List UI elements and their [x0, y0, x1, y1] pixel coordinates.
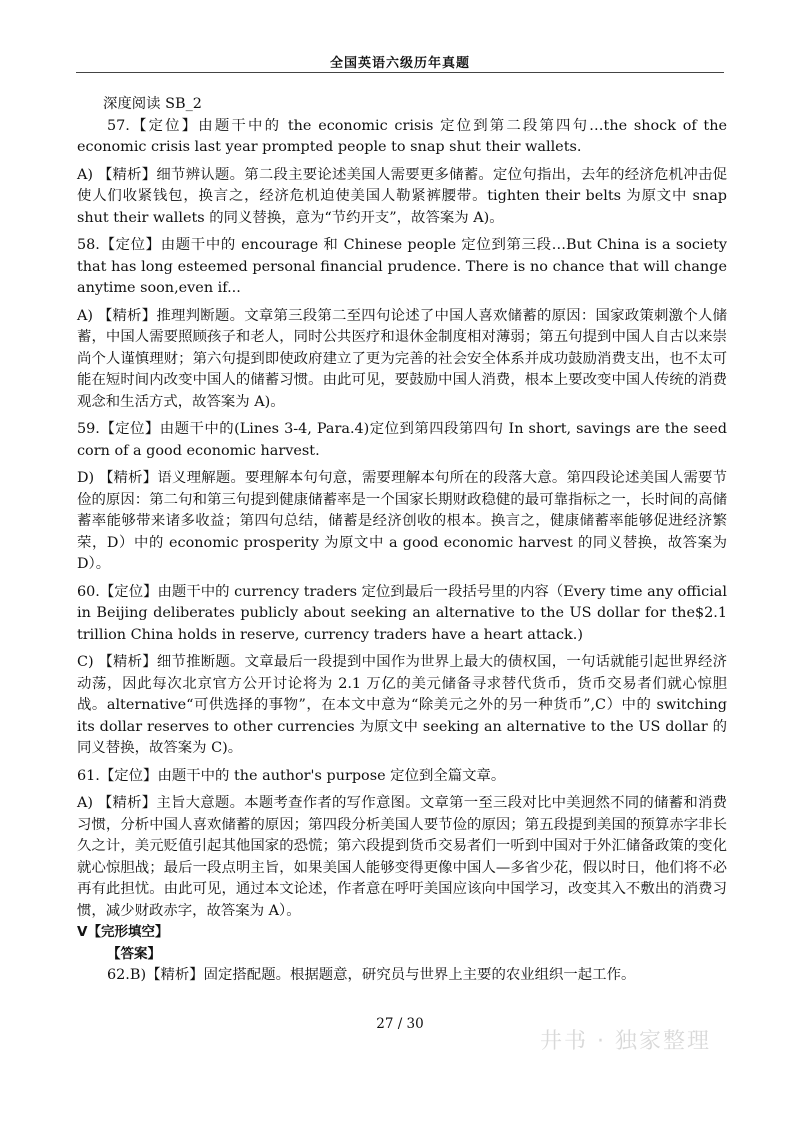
document-body [77, 94, 727, 987]
page-number: 27 / 30 [376, 1016, 424, 1032]
page-header-title: 全国英语六级历年真题 [329, 56, 470, 71]
q62-analysis: 62.B)【精析】固定搭配题。根据题意，研究员与世界上主要的农业组织一起工作。 [107, 967, 636, 983]
answer-heading: 【答案】 [107, 945, 161, 962]
section-heading-cloze: Ⅴ【完形填空】 [77, 924, 169, 940]
q57-analysis: A) 【精析】细节辨认题。第二段主要论述美国人需要更多储蓄。定位句指出，去年的经济危机冲击促使人们收紧钱包，换言之，经济危机迫使美国人勒紧裤腰带。tighten their belts 为原文中 snap shut their wallets 的同义替换，意为“节约开支”，故答案为 A)。 [77, 166, 727, 226]
q60-analysis: C) 【精析】细节推断题。文章最后一段提到中国作为世界上最大的债权国，一句话就能引起世界经济动荡，因此每次北京官方公开讨论将为 2.1 万亿的美元储备寻求替代货币，货币交易者们就心惊胆战。alternative“可供选择的事物”，在本文中意为“除美元之外的另一种货币”,C）中的 switching its dollar reserves to other currencies 为原文中 seeking an alternative to the US dollar 的同义替换，故答案为 C)。 [77, 654, 727, 756]
corner-watermark: 井书 · 独家整理 [540, 1029, 711, 1054]
q61-analysis: A) 【精析】主旨大意题。本题考查作者的写作意图。文章第一至三段对比中美迥然不同的储蓄和消费习惯，分析中国人喜欢储蓄的原因；第四段分析美国人要节俭的原因；第五段提到美国的预算赤字非长久之计，美元贬值引起其他国家的恐慌；第六段提到货币交易者们一听到中国对于外汇储备政策的变化就心惊胆战；最后一段点明主旨，如果美国人能够变得更像中国人—多省少花，假以时日，他们将不必再有此担忧。由此可见，通过本文论述，作者意在呼吁美国应该向中国学习，改变其入不敷出的消费习惯，减少财政赤字，故答案为 A）。 [77, 795, 727, 919]
section-label: 深度阅读 SB_2 [103, 96, 202, 112]
q61-locate: 61.【定位】由题干中的 the author's purpose 定位到全篇文章。 [77, 767, 506, 784]
q59-locate: 59.【定位】由题干中的(Lines 3-4, Para.4)定位到第四段第四句 In short, savings are the seed corn of a good economic harvest. [77, 421, 727, 459]
q57-locate: 57.【定位】由题干中的 the economic crisis 定位到第二段第四句…the shock of the economic crisis last year prompted people to snap shut their wallets. [77, 117, 727, 155]
q58-analysis: A) 【精析】推理判断题。文章第三段第二至四句论述了中国人喜欢储蓄的原因：国家政策刺激个人储蓄，中国人需要照顾孩子和老人，同时公共医疗和退休金制度相对薄弱；第五句提到中国人自古以来崇尚个人谨慎理财；第六句提到即使政府建立了更为完善的社会安全体系并成功鼓励消费支出，也不太可能在短时间内改变中国人的储蓄习惯。由此可见，要鼓励中国人消费，根本上要改变中国人传统的消费观念和生活方式，故答案为 A)。 [77, 307, 727, 410]
q58-locate: 58.【定位】由题干中的 encourage 和 Chinese people 定位到第三段…But China is a society that has long esteemed personal financial prudence. There is no chance that will change anytime soon,even if... [77, 237, 727, 296]
q60-locate: 60.【定位】由题干中的 currency traders 定位到最后一段括号里的内容（Every time any official in Beijing deliberates publicly about seeking an alternative to the US dollar for the$2.1 trillion China holds in reserve, currency traders have a heart attack.) [77, 583, 727, 643]
header-divider [76, 72, 724, 73]
q59-analysis: D) 【精析】语义理解题。要理解本句句意，需要理解本句所在的段落大意。第四段论述美国人需要节俭的原因：第二句和第三句提到健康储蓄率是一个国家长期财政稳健的最可靠指标之一，长时间的高储蓄率能够带来诸多收益；第四句总结，储蓄是经济创收的根本。换言之，健康储蓄率能够促进经济繁荣，D）中的 economic prosperity 为原文中 a good economic harvest 的同义替换，故答案为 D）。 [77, 470, 727, 572]
